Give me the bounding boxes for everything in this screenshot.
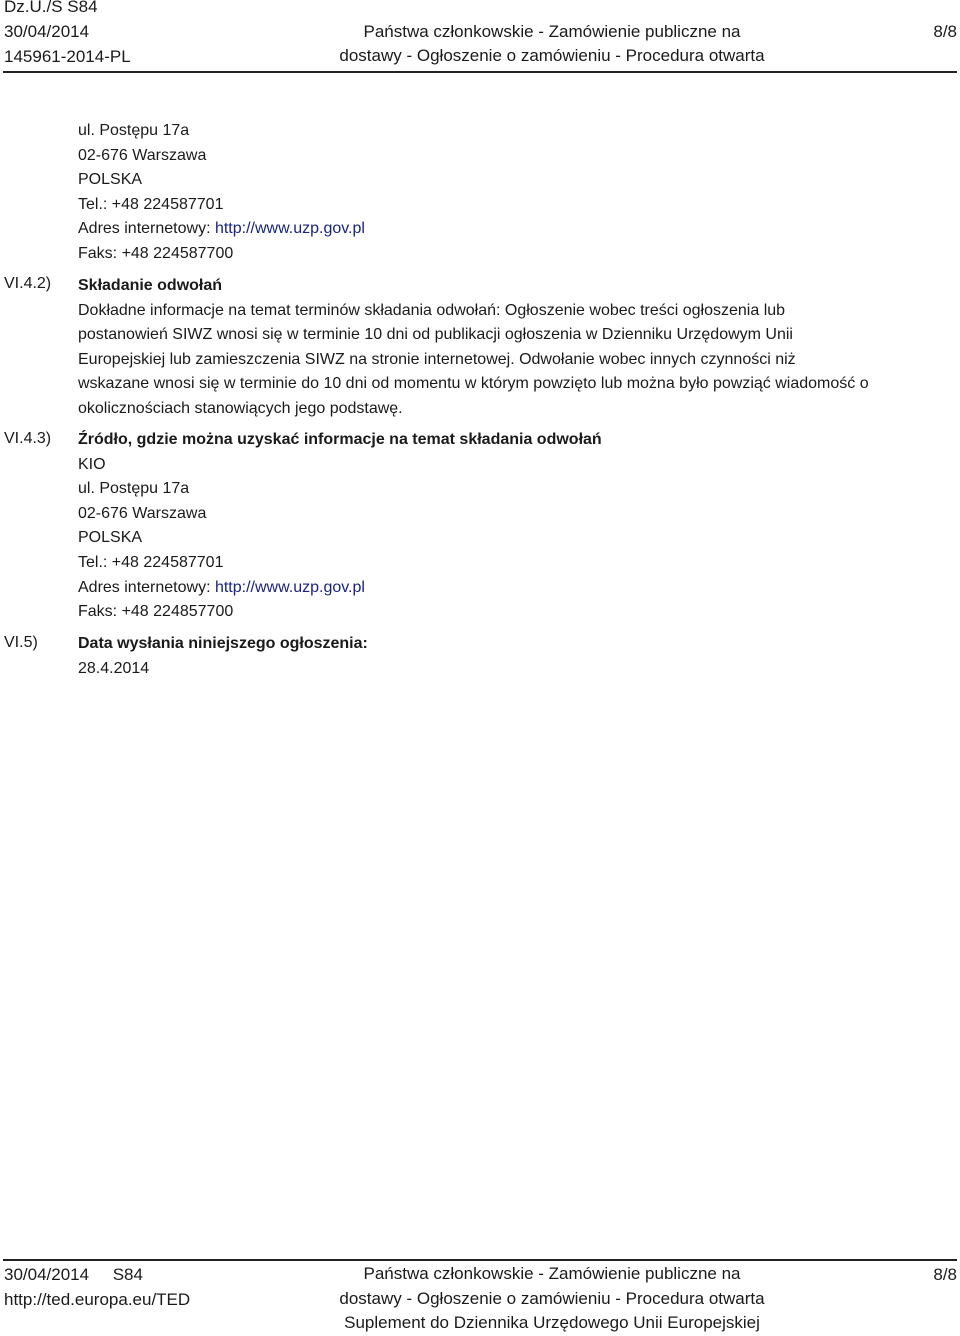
section-label-vi43: VI.4.3) [4, 430, 52, 447]
street: ul. Postępu 17a [78, 480, 190, 498]
street: ul. Postępu 17a [78, 122, 190, 139]
footer-date-issue: 30/04/2014 S84 [4, 1265, 143, 1284]
header-page-number: 8/8 [933, 22, 957, 41]
top-address-block [78, 119, 365, 267]
city: 02-676 Warszawa [78, 504, 207, 522]
footer-rule [3, 1259, 957, 1261]
fax: Faks: +48 224857700 [78, 603, 234, 621]
telephone: Tel.: +48 224587701 [78, 553, 224, 571]
section-vi43 [78, 428, 602, 625]
header-date: 30/04/2014 [4, 22, 90, 41]
paragraph-line: postanowień SIWZ wnosi się w terminie 10 dni od publikacji ogłoszenia w Dzienniku Urzędowym Unii [78, 326, 793, 344]
telephone: Tel.: +48 224587701 [78, 195, 224, 213]
footer-url[interactable]: http://ted.europa.eu/TED [4, 1290, 191, 1309]
web-label: Adres internetowy: [78, 578, 215, 596]
header-title-line1: Państwa członkowskie - Zamówienie publiczne na [363, 22, 741, 41]
section-vi5 [78, 632, 368, 681]
web-address-row [78, 217, 365, 242]
section-heading: Składanie odwołań [78, 277, 223, 294]
footer-title-line1: Państwa członkowskie - Zamówienie publiczne na [363, 1264, 741, 1283]
paragraph-line: Dokładne informacje na temat terminów składania odwołań: Ogłoszenie wobec treści ogłoszenia lub [78, 301, 786, 319]
header-title-line2: dostawy - Ogłoszenie o zamówieniu - Procedura otwarta [339, 46, 765, 65]
paragraph-line: Europejskiej lub zamieszczenia SIWZ na stronie internetowej. Odwołanie wobec innych czynności niż [78, 350, 796, 368]
paragraph-line: okolicznościach stanowiących jego podstawę. [78, 399, 403, 417]
fax: Faks: +48 224587700 [78, 244, 234, 262]
section-heading: Źródło, gdzie można uzyskać informacje na temat składania odwołań [78, 431, 602, 448]
web-link[interactable]: http://www.uzp.gov.pl [214, 220, 365, 238]
section-label-vi5: VI.5) [4, 634, 38, 651]
header-rule [3, 71, 957, 73]
footer-page-number: 8/8 [933, 1265, 957, 1284]
country: POLSKA [78, 529, 143, 547]
dispatch-date: 28.4.2014 [78, 659, 150, 677]
web-label: Adres internetowy: [78, 220, 215, 238]
section-label-vi42: VI.4.2) [4, 275, 52, 292]
city: 02-676 Warszawa [78, 146, 207, 164]
paragraph-line: wskazane wnosi się w terminie do 10 dni od momentu w którym powzięto lub można było powziąć wiadomość o [78, 375, 869, 393]
web-address-row [78, 576, 602, 601]
organisation: KIO [78, 455, 106, 473]
journal-ref: Dz.U./S S84 [4, 0, 98, 16]
web-link[interactable]: http://www.uzp.gov.pl [214, 578, 365, 596]
notice-id: 145961-2014-PL [4, 47, 131, 66]
footer-title-line3: Suplement do Dziennika Urzędowego Unii Europejskiej [344, 1313, 760, 1332]
section-vi42 [78, 274, 869, 422]
section-heading: Data wysłania niniejszego ogłoszenia: [78, 635, 368, 652]
footer-title-line2: dostawy - Ogłoszenie o zamówieniu - Procedura otwarta [339, 1289, 765, 1308]
country: POLSKA [78, 171, 143, 189]
